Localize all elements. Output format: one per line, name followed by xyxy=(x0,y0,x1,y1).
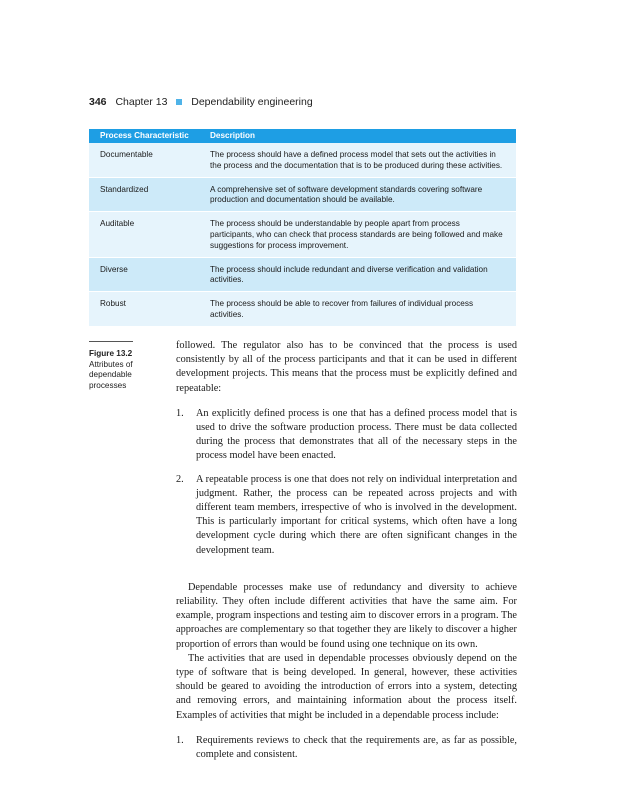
caption-divider xyxy=(89,341,133,342)
list-text: An explicitly defined process is one that has a defined process model that is used to drive the software production process. There must be data collected during the process that demonstrates that all of the necessary steps in the process model have been enacted. xyxy=(196,407,517,462)
column-header-description: Description xyxy=(210,130,256,140)
list-number: 1. xyxy=(176,734,184,746)
list-text: Requirements reviews to check that the requirements are, as far as possible, complete and consistent. xyxy=(196,734,517,761)
body-text xyxy=(176,339,517,771)
row-characteristic: Diverse xyxy=(100,264,128,274)
paragraph: Dependable processes make use of redundancy and diversity to achieve reliability. They often include different activities that have the same aim. For example, program inspections and testing aim to discover errors in a program. The approaches are complementary so that together they are likely to discover a higher proportion of errors than would be found using one technique on its own. xyxy=(176,581,517,650)
list-number: 2. xyxy=(176,473,184,485)
numbered-list xyxy=(176,407,517,558)
chapter-title: Dependability engineering xyxy=(191,96,313,108)
figure-caption-text: Attributes of dependable processes xyxy=(89,359,133,390)
row-description: A comprehensive set of software development standards covering software production and documentation should be available. xyxy=(210,184,483,205)
list-item xyxy=(176,734,517,762)
numbered-list xyxy=(176,734,517,762)
table-row xyxy=(89,258,516,293)
table-header xyxy=(89,129,516,143)
list-item xyxy=(176,473,517,558)
row-characteristic: Auditable xyxy=(100,219,135,229)
row-description: The process should be understandable by people apart from process participants, who can check that process standards are being followed and make suggestions for process improvement. xyxy=(210,219,503,250)
paragraph: followed. The regulator also has to be convinced that the process is used consistently by all of the process participants and that it can be used in different development projects. This means that the process must be explicitly defined and repeatable: xyxy=(176,340,517,394)
row-characteristic: Documentable xyxy=(100,150,153,159)
row-description: The process should have a defined process model that sets out the activities in the process and the documentation that is to be produced during these activities. xyxy=(210,150,503,170)
row-description: The process should be able to recover from failures of individual process activities. xyxy=(210,299,474,319)
page-number: 346 xyxy=(89,96,107,108)
row-description: The process should include redundant and diverse verification and validation activities. xyxy=(210,264,488,285)
table-row xyxy=(89,143,516,178)
page-header xyxy=(89,96,313,108)
figure-caption xyxy=(89,349,159,391)
list-number: 1. xyxy=(176,407,184,419)
paragraph: The activities that are used in dependable processes obviously depend on the type of software that is being developed. In general, however, these activities should be geared to avoiding the introduction of errors into a system, detecting and removing errors, and maintaining information about the process itself. Examples of activities that might be included in a dependable process include: xyxy=(176,652,517,721)
table-row xyxy=(89,212,516,257)
figure-label: Figure 13.2 xyxy=(89,349,133,358)
list-text: A repeatable process is one that does not rely on individual interpretation and judgment. Rather, the process can be repeated across projects and with different team members, irrespective of who is involved in the development. This is particularly important for critical systems, which often have a long development cycle during which there are often significant changes in the development team. xyxy=(196,473,517,556)
table-row xyxy=(89,178,516,213)
list-item xyxy=(176,407,517,464)
row-characteristic: Robust xyxy=(100,299,126,309)
chapter-label: Chapter 13 xyxy=(115,96,168,108)
separator-square-icon xyxy=(176,99,182,105)
column-header-characteristic: Process Characteristic xyxy=(100,130,189,140)
table-row xyxy=(89,292,516,327)
row-characteristic: Standardized xyxy=(100,184,149,194)
process-characteristics-table xyxy=(89,129,516,327)
